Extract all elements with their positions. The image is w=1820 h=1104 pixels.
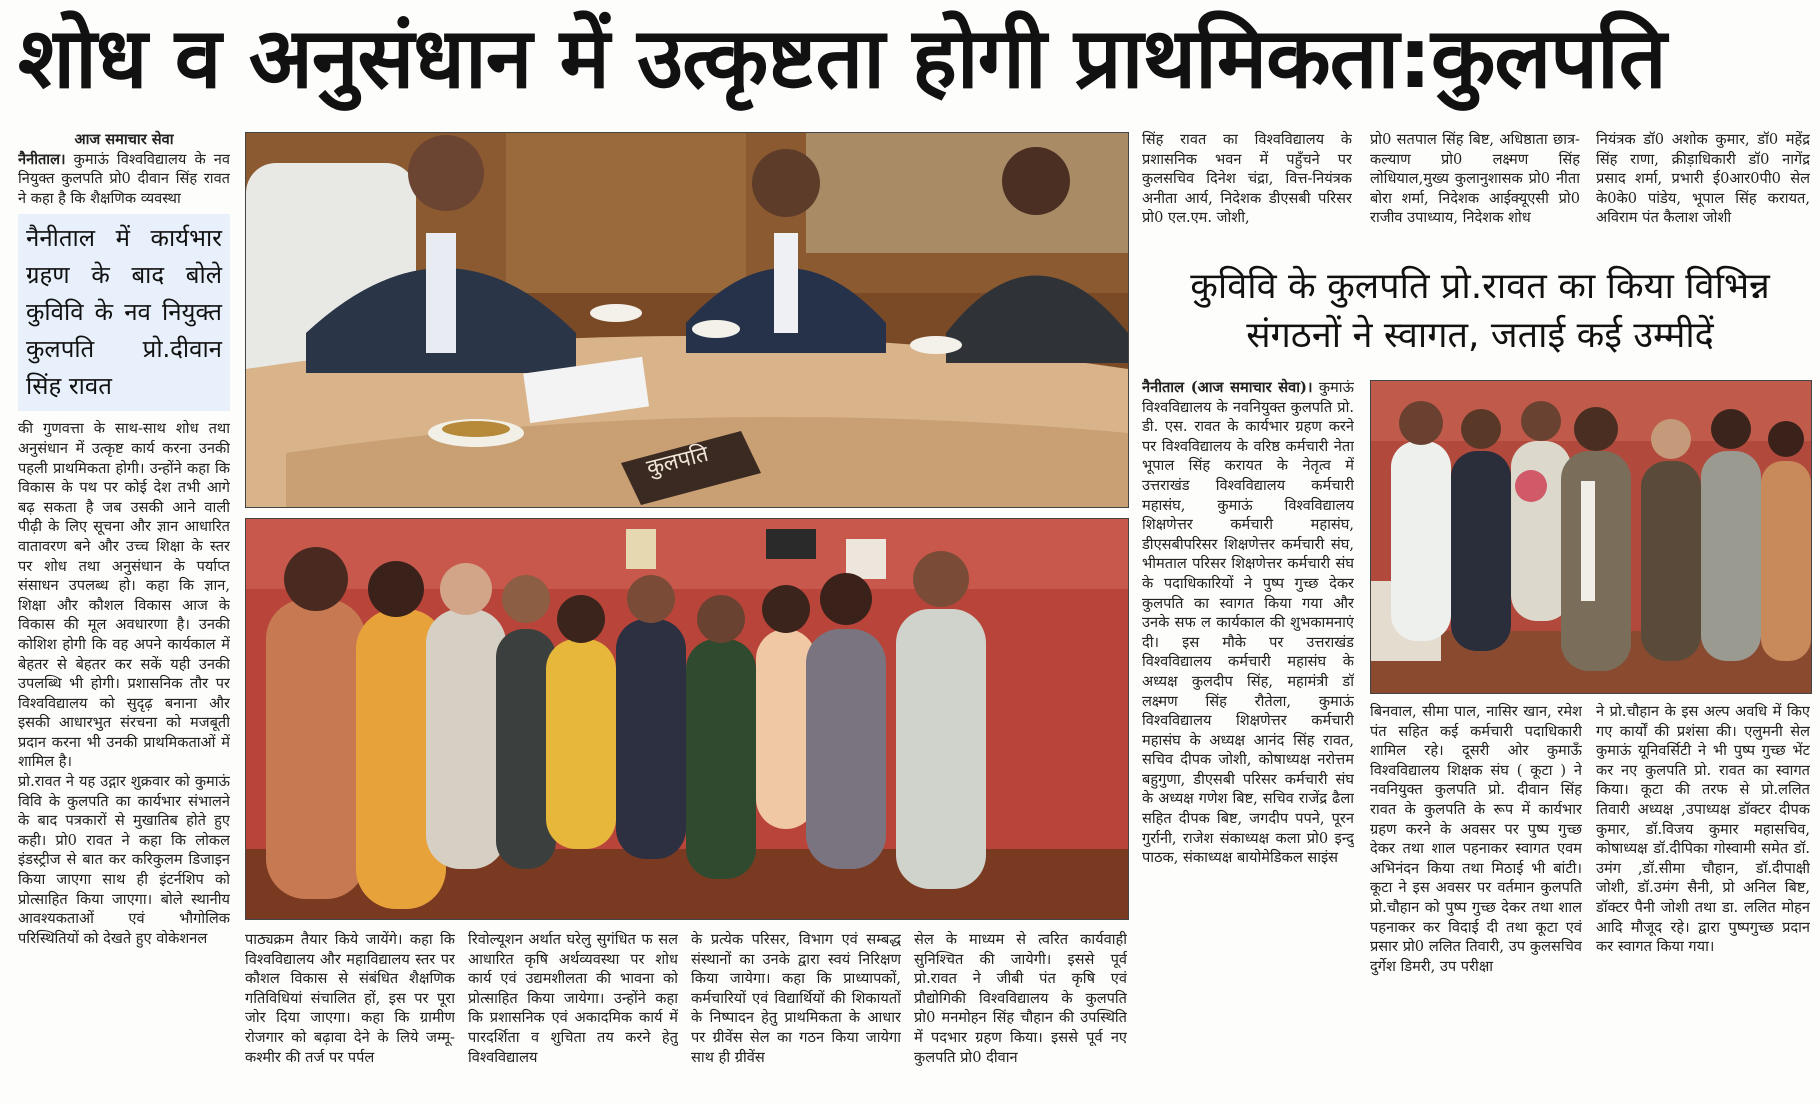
story1-bottom-column-3: के प्रत्येक परिसर, विभाग एवं सम्बद्ध संस्थानों का उनके द्वारा स्वयं निरिक्षण किया जायेगा। कहा कि प्राध्यापकों, कर्मचारियों एवं विद्यार्थियों की शिकायतों के निष्पादन हेतु प्राथमिकता के आधार पर ग्रीवेंस सेल का गठन किया जायेगा साथ ही ग्रीवेंस [691,931,901,1066]
story2-column-2: बिनवाल, सीमा पाल, नासिर खान, रमेश पंत सहित कई कर्मचारी पदाधिकारी शामिल रहे। दूसरी ओर कुमाऊँ विश्वविद्यालय शिक्षक संघ ( कूटा ) ने नवनियुक्त कुलपति प्रो. दीवान सिंह रावत के कुलपति के रूप में कार्यभार ग्रहण करने के अवसर पर पुष्प गुच्छ देकर तथा शाल पहनाकर स्वागत एवम अभिनंदन किया तथा मिठाई भी बांटी। कूटा ने इस अवसर पर वर्तमान कुलपति प्रो.चौहान को पुष्प गुच्छ देकर तथा शाल पहनाकर कर विदाई दी तथा कूटा एवं प्रसार प्रो0 ललित तिवारी, उप कुलसचिव दुर्गेश डिमरी, उप परीक्षा [1370,703,1582,975]
story1-right-column-3: नियंत्रक डॉ0 अशोक कुमार, डॉ0 महेंद्र सिंह राणा, क्रीड़ाधिकारी डॉ0 नागेंद्र प्रसाद शर्मा, प्रभारी ई0आर0पी0 सेल के0के0 पांडेय, भूपाल सिंह करायत, अविराम पंत कैलाश जोशी [1596,131,1810,227]
story1-right-column-1: सिंह रावत का विश्वविद्यालय के प्रशासनिक भवन में पहुँचने पर कुलसचिव दिनेश चंद्रा, वित्त-नियंत्रक अनीता आर्य, निदेशक डीएसबी परिसर प्रो0 एल.एम. जोशी, [1142,131,1352,227]
nameplate-label: कुलपति [644,441,712,482]
story2-column-1 [1142,378,1354,1095]
intro-text: कुमाऊं विश्वविद्यालय के नव नियुक्त कुलपति प्रो0 दीवान सिंह रावत ने कहा है कि शैक्षणिक व्यवस्था [18,150,230,207]
story1-bottom-column-1: पाठ्यक्रम तैयार किये जायेंगे। कहा कि विश्वविद्यालय और महाविद्यालय स्तर पर कौशल विकास से संबंधित शैक्षणिक गतिविधियां संचालित हों, इस पर पूरा जोर दिया जाएगा। कहा कि ग्रामीण रोजगार को बढ़ावा देने के लिये जम्मू-कश्मीर की तर्ज पर पर्पल [245,931,455,1066]
photo-group [245,518,1129,920]
dateline: नैनीताल। [18,150,66,168]
story1-subheadline: नैनीताल में कार्यभार ग्रहण के बाद बोले कुविवि के नव नियुक्त कुलपति प्रो.दीवान सिंह रावत [18,214,230,411]
photo-felicitation [1370,380,1812,694]
story2-text-1: कुमाऊं विश्वविद्यालय के नवनियुक्त कुलपति प्रो. डी. एस. रावत के कार्यभार ग्रहण करने पर विश्वविद्यालय के वरिष्ठ कर्मचारी नेता भूपाल सिंह करायत के नेतृत्व में उत्तराखंड विश्वविद्यालय कर्मचारी महासंघ, कुमाऊं विश्वविद्यालय शिक्षणेत्तर कर्मचारी महासंघ, डीएसबीपरिसर शिक्षणेत्तर कर्मचारी संघ, भीमताल परिसर शिक्षणेत्तर कर्मचारी संघ के पदाधिकारियों ने पुष्प गुच्छ देकर कुलपति का स्वागत किया गया और उनके सफ ल कार्यकाल की शुभकामनाएं दी। इस मौके पर उत्तराखंड विश्वविद्यालय कर्मचारी महासंघ के अध्यक्ष कुलदीप सिंह, महामंत्री डॉ लक्ष्मण सिंह रौतेला, कुमाऊं विश्वविद्यालय शिक्षणेत्तर कर्मचारी महासंघ के अध्यक्ष आनंद सिंह रावत, सचिव दीपक जोशी, कोषाध्यक्ष नरोत्तम बहुगुणा, डीएसबी परिसर कर्मचारी संघ के अध्यक्ष गणेश बिष्ट, सचिव राजेंद्र ढैला सहित दीपक बिष्ट, जगदीप पपने, पूरन गुर्रानी, राजेश संकाध्यक्ष कला प्रो0 इन्दु पाठक, संकाध्यक्ष बायोमेडिकल साइंस [1142,379,1354,867]
main-headline: शोध व अनुसंधान में उत्कृष्टता होगी प्राथमिकता:कुलपति [18,9,1666,107]
story1-right-column-2: प्रो0 सतपाल सिंह बिष्ट, अधिष्ठाता छात्र-कल्याण प्रो0 लक्ष्मण सिंह लोधियाल,मुख्य कुलानुशासक प्रो0 नीता बोरा शर्मा, निदेशक आईक्यूएसी प्रो0 राजीव उपाध्याय, निदेशक शोध [1370,131,1580,227]
story2-headline: कुविवि के कुलपति प्रो.रावत का किया विभिन्न संगठनों ने स्वागत, जताई कई उम्मीदें [1190,266,1770,356]
story2-column-3: ने प्रो.चौहान के इस अल्प अवधि में किए गए कार्यों की प्रशंसा की। एलुमनी सेल कुमाऊं यूनिवर्सिटी ने भी पुष्प गुच्छ भेंट कर नए कुलपति प्रो. रावत का स्वागत किया। कूटा की तरफ से प्रो.ललित तिवारी अध्यक्ष ,उपाध्यक्ष डॉक्टर दीपक कुमार, डॉ.विजय कुमार महासचिव, कोषाध्यक्ष डॉ.दीपिका गोस्वामी समेत डॉ. उमंग ,डॉ.सीमा चौहान, डॉ.दीपाक्षी जोशी, डॉ.उमंग सैनी, प्रो अनिल बिष्ट, डॉक्टर पैनी जोशी तथा डा. ललित मोहन आदि मौजूद रहे। द्वारा पुष्पगुच्छ प्रदान कर स्वागत किया गया। [1596,703,1810,956]
story1-paragraph-1: की गुणवत्ता के साथ-साथ शोध तथा अनुसंधान में उत्कृष्ट कार्य करना उनकी पहली प्राथमिकता होगी। उन्होंने कहा कि विकास के पथ पर कोई देश तभी आगे बढ़ सकता है जब उसकी आने वाली पीढ़ी के लिए सूचना और ज्ञान आधारित वातावरण बने और उच्च शिक्षा के स्तर पर शोध तथा अनुसंधान के पर्याप्त संसाधन उपलब्ध हो। कहा कि ज्ञान, शिक्षा और कौशल विकास आज के विकास की मूल अवधारणा है। उनकी कोशिश होगी कि वह अपने कार्यकाल में बेहतर से बेहतर कर सकें यही उनकी उपलब्धि भी होगी। प्रशासनिक तौर पर विश्वविद्यालय को सुदृढ़ बनाना और इसकी आधारभुत संरचना को मजबूती प्रदान करना भी उनकी प्राथमिकताओं में शामिल है। [18,420,230,771]
story1-bottom-column-4: सेल के माध्यम से त्वरित कार्यवाही सुनिश्चित की जायेगी। इससे पूर्व प्रो.रावत ने जीबी पंत कृषि एवं प्रौद्योगिकी विश्वविद्यालय के कुलपति प्रो0 मनमोहन सिंह चौहान की उपस्थिति में पदभार ग्रहण किया। इससे पूर्व नए कुलपति प्रो0 दीवान [914,931,1127,1066]
story1-bottom-column-2: रिवोल्यूशन अर्थात घरेलु सुगंधित फ सल आधारित कृषि अर्थव्यवस्था पर शोध कार्य एवं उद्यमशीलता की भावना को प्रोत्साहित किया जायेगा। उन्होंने कहा कि प्रशासनिक एवं अकादमिक कार्य में पारदर्शिता व शुचिता तय करने हेतु विश्वविद्यालय [468,931,678,1066]
photo-meeting [245,132,1129,508]
story1-column-1 [18,130,230,1095]
agency-credit: आज समाचार सेवा [74,131,174,148]
story1-paragraph-2: प्रो.रावत ने यह उद्गार शुक्रवार को कुमाऊं विवि के कुलपति का कार्यभार संभालने के बाद पत्रकारों से मुखातिब होते हुए कही। प्रो0 रावत ने कहा कि लोकल इंडस्ट्रीज से बात कर करिकुलम डिजाइन किया जाएगा साथ ही इंटर्नशिप को प्रोत्साहित किया जाएगा। बोले स्थानीय आवश्यकताओं एवं भौगोलिक परिस्थितियों को देखते हुए वोकेशनल [18,773,230,947]
story2-dateline: नैनीताल (आज समाचार सेवा)। [1142,379,1313,396]
